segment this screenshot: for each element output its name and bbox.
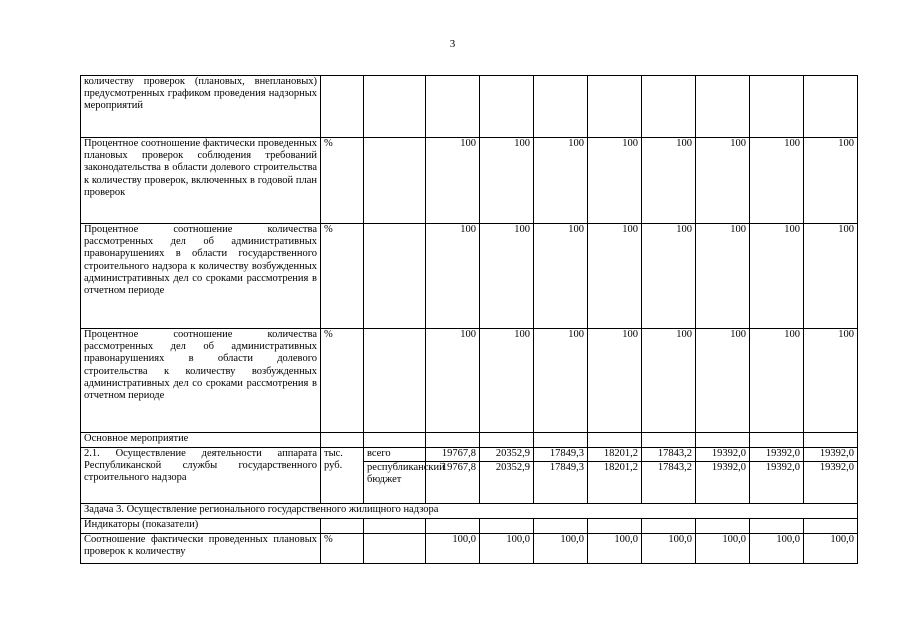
value-cell: 19392,0 — [804, 462, 858, 504]
unit-cell — [321, 76, 364, 138]
value-cell: 100 — [804, 224, 858, 329]
source-cell: всего — [364, 448, 426, 462]
value-cell: 17849,3 — [534, 462, 588, 504]
value-cell: 100 — [426, 138, 480, 224]
empty-cell — [534, 433, 588, 448]
value-cell — [426, 76, 480, 138]
table-row — [81, 519, 858, 534]
source-cell — [364, 76, 426, 138]
value-cell: 100 — [480, 138, 534, 224]
value-cell: 100,0 — [642, 534, 696, 564]
value-cell: 19767,8 — [426, 448, 480, 462]
unit-cell: % — [321, 534, 364, 564]
value-cell: 100 — [588, 224, 642, 329]
empty-cell — [480, 519, 534, 534]
value-cell — [642, 76, 696, 138]
value-cell: 100 — [750, 138, 804, 224]
source-cell — [364, 138, 426, 224]
value-cell: 100,0 — [804, 534, 858, 564]
value-cell: 100 — [642, 329, 696, 433]
value-cell — [588, 76, 642, 138]
page-number: 3 — [449, 38, 456, 50]
indicators-heading: Индикаторы (показатели) — [81, 519, 321, 534]
empty-cell — [750, 519, 804, 534]
value-cell: 100 — [750, 224, 804, 329]
table-row — [81, 504, 858, 519]
value-cell: 19392,0 — [750, 448, 804, 462]
empty-cell — [426, 519, 480, 534]
value-cell: 19392,0 — [696, 462, 750, 504]
value-cell: 18201,2 — [588, 462, 642, 504]
indicator-description: Процентное соотношение фактически проведенных плановых проверок соблюдения требований законодательства в области долевого строительства к количеству проверок, включенных в годовой план проверок — [81, 138, 321, 224]
indicators-table — [80, 75, 858, 564]
value-cell: 100 — [804, 138, 858, 224]
value-cell: 100 — [534, 224, 588, 329]
value-cell: 20352,9 — [480, 448, 534, 462]
event-description: 2.1. Осуществление деятельности аппарата Республиканской службы государственного строительного надзора — [81, 448, 321, 504]
value-cell: 100 — [696, 224, 750, 329]
value-cell: 100,0 — [750, 534, 804, 564]
value-cell: 100 — [588, 138, 642, 224]
table-row — [81, 448, 858, 462]
value-cell: 100 — [750, 329, 804, 433]
empty-cell — [321, 433, 364, 448]
empty-cell — [696, 519, 750, 534]
source-cell — [364, 329, 426, 433]
section-heading: Основное мероприятие — [81, 433, 321, 448]
empty-cell — [426, 433, 480, 448]
indicator-description: количеству проверок (плановых, внеплановых) предусмотренных графиком проведения надзорных мероприятий — [81, 76, 321, 138]
value-cell: 100 — [426, 224, 480, 329]
value-cell: 100,0 — [480, 534, 534, 564]
empty-cell — [804, 519, 858, 534]
indicator-description: Процентное соотношение количества рассмотренных дел об административных правонарушениях в области долевого строительства к количеству возбужденных административных дел со сроками рассмотрения в отчетном периоде — [81, 329, 321, 433]
value-cell — [750, 76, 804, 138]
value-cell: 100 — [426, 329, 480, 433]
empty-cell — [480, 433, 534, 448]
empty-cell — [588, 433, 642, 448]
source-cell: республиканский бюджет — [364, 462, 426, 504]
empty-cell — [364, 433, 426, 448]
unit-cell: % — [321, 329, 364, 433]
value-cell — [804, 76, 858, 138]
value-cell: 100 — [696, 329, 750, 433]
value-cell: 19392,0 — [696, 448, 750, 462]
source-cell — [364, 534, 426, 564]
table-row — [81, 433, 858, 448]
empty-cell — [696, 433, 750, 448]
value-cell: 19392,0 — [750, 462, 804, 504]
value-cell: 20352,9 — [480, 462, 534, 504]
source-cell — [364, 224, 426, 329]
table-row — [81, 224, 858, 329]
task-heading: Задача 3. Осуществление регионального государственного жилищного надзора — [81, 504, 858, 519]
empty-cell — [750, 433, 804, 448]
value-cell — [534, 76, 588, 138]
unit-cell: % — [321, 138, 364, 224]
empty-cell — [588, 519, 642, 534]
table-row — [81, 138, 858, 224]
value-cell: 100 — [588, 329, 642, 433]
value-cell: 17843,2 — [642, 448, 696, 462]
value-cell: 19392,0 — [804, 448, 858, 462]
empty-cell — [534, 519, 588, 534]
value-cell: 100 — [804, 329, 858, 433]
value-cell: 100,0 — [426, 534, 480, 564]
empty-cell — [364, 519, 426, 534]
empty-cell — [642, 519, 696, 534]
value-cell: 100 — [534, 138, 588, 224]
unit-cell: % — [321, 224, 364, 329]
value-cell: 100,0 — [696, 534, 750, 564]
unit-cell: тыс. руб. — [321, 448, 364, 504]
value-cell: 100 — [480, 329, 534, 433]
value-cell: 100 — [534, 329, 588, 433]
value-cell: 100 — [696, 138, 750, 224]
value-cell: 100,0 — [588, 534, 642, 564]
value-cell: 100 — [480, 224, 534, 329]
value-cell: 100,0 — [534, 534, 588, 564]
value-cell: 100 — [642, 138, 696, 224]
value-cell: 18201,2 — [588, 448, 642, 462]
empty-cell — [642, 433, 696, 448]
value-cell — [696, 76, 750, 138]
table-row — [81, 329, 858, 433]
empty-cell — [804, 433, 858, 448]
value-cell — [480, 76, 534, 138]
value-cell: 17843,2 — [642, 462, 696, 504]
value-cell: 100 — [642, 224, 696, 329]
table-row — [81, 76, 858, 138]
value-cell: 19767,8 — [426, 462, 480, 504]
value-cell: 17849,3 — [534, 448, 588, 462]
indicator-description: Соотношение фактически проведенных плановых проверок к количеству — [81, 534, 321, 564]
indicator-description: Процентное соотношение количества рассмотренных дел об административных правонарушениях в области государственного строительного надзора к количеству возбужденных административных дел со сроками рассмотрения в отчетном периоде — [81, 224, 321, 329]
table-row — [81, 534, 858, 564]
empty-cell — [321, 519, 364, 534]
